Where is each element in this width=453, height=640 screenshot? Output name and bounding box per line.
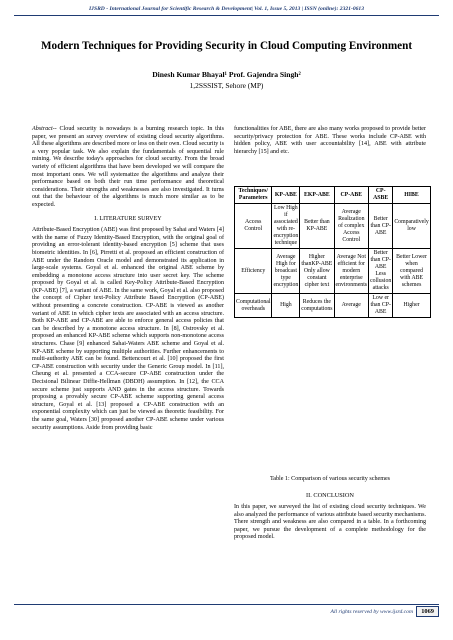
paper-affiliation: 1,2SSSIST, Sehore (MP)	[189, 81, 264, 90]
table-cell: Comparatively low	[393, 204, 430, 249]
table-caption: Table 1: Comparison of various security schemes	[269, 476, 391, 482]
left-column	[32, 126, 224, 438]
right-intro-text: functionalities for ABE, there are also many works proposed to provide better security/privacy protection for ABE. These works include CP-ABE with hidden policy, ABE with user accountability [14], ABE with attribute hierarchy [15] and etc.	[234, 126, 426, 155]
paper-authors: Dinesh Kumar Bhayal¹ Prof. Gajendra Singh²	[152, 70, 301, 79]
paper-title: Modern Techniques for Providing Security in Cloud Computing Environment	[40, 40, 413, 52]
table-cell: Average	[334, 294, 369, 318]
footer-rights: All rights reserved by www.ijsrd.com	[330, 609, 413, 615]
table-cell: Average Realization of complex Access Control	[334, 204, 369, 249]
table-cell: Better than KP-ABE	[300, 204, 334, 249]
conclusion-text: In this paper, we surveyed the list of existing cloud security techniques. We also analyzed the performance of various attribute based security mechanisms. There strength and weakness are also compared in a table. In a forthcoming paper, we pursue the development of a complete methodology for the proposed model.	[234, 504, 426, 541]
table-cell: Low er than CP-ABE	[369, 294, 393, 318]
table-cell: Higher	[393, 294, 430, 318]
header-rule	[14, 15, 439, 16]
table-cell: Better than CP-ABE	[369, 204, 393, 249]
table-cell: Average High for broadcast type encryption	[272, 249, 300, 294]
page-number: 1069	[416, 606, 439, 617]
table-row	[235, 204, 431, 249]
right-column-intro	[234, 126, 426, 162]
abstract-label: Abstract--	[32, 126, 57, 132]
footer-rule	[14, 604, 439, 605]
table-header-cell: KP-ABE	[272, 187, 300, 204]
table-cell: Efficiency	[235, 249, 272, 294]
table-header-cell: CP-ABE	[334, 187, 369, 204]
table-header-row	[235, 187, 431, 204]
table-cell: Reduces the computations	[300, 294, 334, 318]
literature-survey-text: Attribute-Based Encryption (ABE) was first proposed by Sahai and Waters [4] with the name of Fuzzy Identity-Based Encryption, with the original goal of providing an error-tolerant identity-based encryption [5] scheme that uses biometric identities. In [6], Pirretti et al. proposed an efficient construction of ABE under the Random Oracle model and demonstrated its application in large-scale systems. Goyal et al. enhanced the original ABE scheme by embedding a monotone access structure into user secret key. The scheme proposed by Goyal et al. is called Key-Policy Attribute-Based Encryption (KP-ABE) [7], a variant of ABE. In the same work, Goyal et al. also proposed the concept of Cipher text-Policy Attribute Based Encryption (CP-ABE) without presenting a concrete construction. CP-ABE is viewed as another variant of ABE in which cipher texts are associated with an access structure. Both KP-ABE and CP-ABE are able to enforce general access policies that can be described by a monotone access structure. In [8], Ostrovsky et al. proposed an enhanced KP-ABE scheme which supports non-monotone access structures. Chase [9] enhanced Sahai-Waters ABE scheme and Goyal et al. KP-ABE scheme by supporting multiple authorities. Further enhancements to multi-authority ABE can be found. Bettencourt et al. [10] proposed the first CP-ABE construction with security under the Generic Group model. In [11], Cheung et al. presented a CCA-secure CP-ABE construction under the Decisional Bilinear Diffie-Hellman (DBDH) assumption. In [12], the CCA secure scheme just supports AND gates in the access structure. Towards proposing a provably secure CP-ABE scheme supporting general access structure, Goyal et al. [13] proposed a CP-ABE construction with an exponential complexity which can just be viewed as theoretic feasibility. For the same goal, Waters [30] proposed another CP-ABE scheme under various security assumptions. Aside from providing basic	[32, 227, 224, 431]
table-cell: Computational overheads	[235, 294, 272, 318]
table-cell: Access Control	[235, 204, 272, 249]
table-row	[235, 294, 431, 318]
table-cell: Low High if associated with re-encryption technique	[272, 204, 300, 249]
table-header-cell: HIBE	[393, 187, 430, 204]
table-cell: Better Lower when compared with ABE schemes	[393, 249, 430, 294]
abstract-text: Cloud security is nowadays is a burning research topic. In this paper, we present an survey overview of existing cloud security algorithms. All these algorithms are described more or less on their own. Cloud security is a very popular task. We also explain the fundamentals of sequential rule mining. We describe today's approaches for cloud security. From the broad variety of efficient algorithms that have been developed we will compare the most important ones. We will systematize the algorithms and analyze their performance based on both their run time performance and theoretical considerations. Their strengths and weaknesses are also investigated. It turns out that the behaviour of the algorithms is much more similar as to be expected.	[32, 126, 224, 208]
table-cell: Average Not efficient for modern enterprise environments	[334, 249, 369, 294]
table-header-cell: EKP-ABE	[300, 187, 334, 204]
table-header-cell: Techniques/ Parameters	[235, 187, 272, 204]
section-heading-literature: I. LITERATURE SURVEY	[94, 215, 162, 222]
table-header-cell: CP-ASBE	[369, 187, 393, 204]
table-cell: Better than CP-ABE Less collusion attacks	[369, 249, 393, 294]
section-heading-conclusion: II. CONCLUSION	[306, 492, 354, 499]
table-cell: Higher thanKP-ABE Only allow constant cipher text	[300, 249, 334, 294]
abstract	[32, 126, 224, 210]
comparison-table	[234, 186, 431, 318]
table-row	[235, 249, 431, 294]
table-cell: High	[272, 294, 300, 318]
journal-header: IJSRD - International Journal for Scientific Research & Development| Vol. 1, Issue 5, 2013 | ISSN (online): 2321-0613	[88, 6, 365, 12]
